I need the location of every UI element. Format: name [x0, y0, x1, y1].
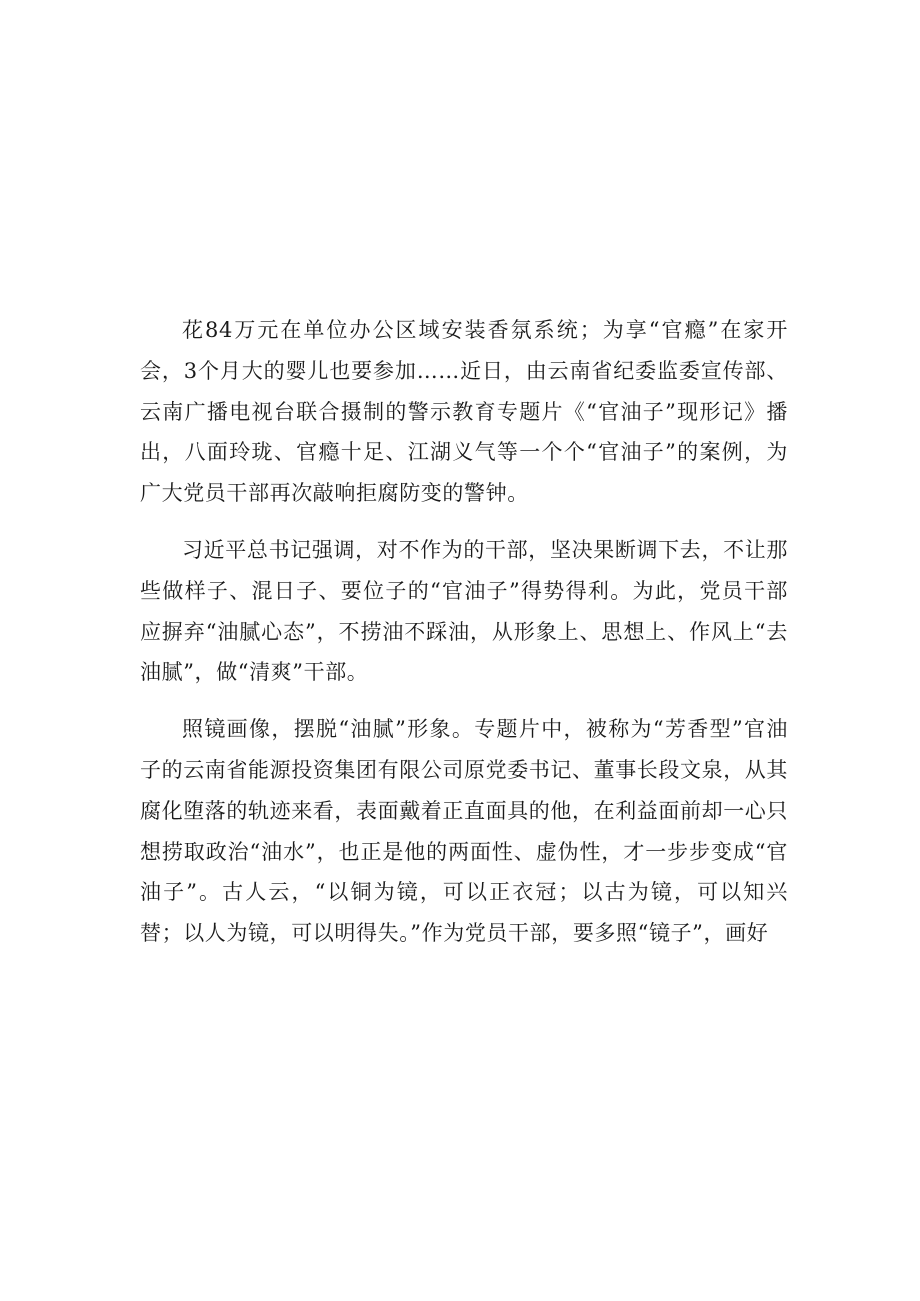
paragraph-2: 习近平总书记强调，对不作为的干部，坚决果断调下去，不让那些做样子、混日子、要位子的“官油子”得势得利。为此，党员干部应摒弃“油腻心态”，不捞油不踩油，从形象上、思想上、作风上“去油腻”，做“清爽”干部。 [140, 537, 788, 685]
paragraph-3: 照镜画像，摆脱“油腻”形象。专题片中，被称为“芳香型”官油子的云南省能源投资集团有限公司原党委书记、董事长段文泉，从其腐化堕落的轨迹来看，表面戴着正直面具的他，在利益面前却一心只想捞取政治“油水”，也正是他的两面性、虚伪性，才一步步变成“官油子”。古人云，“以铜为镜，可以正衣冠；以古为镜，可以知兴替；以人为镜，可以明得失。”作为党员干部，要多照“镜子”，画好 [140, 717, 788, 946]
paragraph-1: 花84万元在单位办公区域安装香氛系统；为享“官瘾”在家开会，3个月大的婴儿也要参加……近日，由云南省纪委监委宣传部、云南广播电视台联合摄制的警示教育专题片《“官油子”现形记》播出，八面玲珑、官瘾十足、江湖义气等一个个“官油子”的案例，为广大党员干部再次敲响拒腐防变的警钟。 [140, 318, 788, 506]
document-body [140, 310, 788, 954]
